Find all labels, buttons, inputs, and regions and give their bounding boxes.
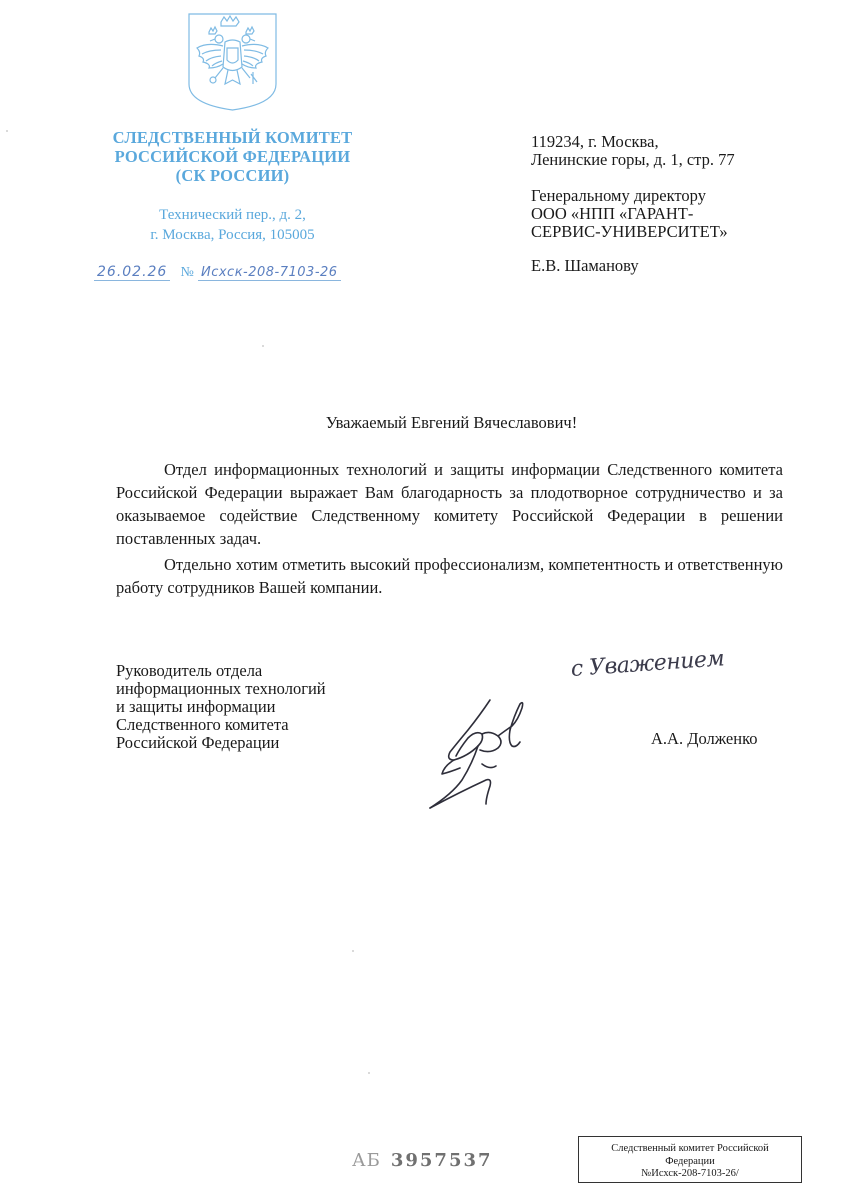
salutation: Уважаемый Евгений Вячеславович!: [325, 413, 578, 432]
letter-paragraph-1: Отдел информационных технологий и защиты информации Следственного комитета Российской Федерации выражает Вам благодарность за плодотворное сотрудничество и за оказываемое содействие Следственному комитету Российской Федерации в решении поставленных задач.: [116, 460, 783, 548]
registration-line: [94, 264, 341, 281]
signer-position-line4: Следственного комитета: [116, 715, 289, 734]
recipient-address-line2: Ленинские горы, д. 1, стр. 77: [531, 150, 735, 169]
letter-paragraph-2: Отдельно хотим отметить высокий профессионализм, компетентность и ответственную работу сотрудников Вашей компании.: [116, 555, 783, 597]
handwritten-signature: [420, 690, 550, 815]
signer-position-line2: информационных технологий: [116, 679, 326, 698]
scan-speck: [262, 345, 264, 347]
signer-position-line1: Руководитель отдела: [116, 661, 263, 680]
organization-name-line2: РОССИЙСКОЙ ФЕДЕРАЦИИ: [114, 147, 351, 166]
recipient-block: [531, 133, 831, 275]
signer-name: А.А. Долженко: [651, 729, 758, 748]
signer-position-line5: Российской Федерации: [116, 733, 280, 752]
organization-name-line3: (СК РОССИИ): [175, 166, 290, 185]
recipient-name: Е.В. Шаманову: [531, 256, 639, 275]
handwritten-courtesy: с Уважением: [570, 646, 725, 682]
recipient-title-line3: СЕРВИС-УНИВЕРСИТЕТ»: [531, 222, 728, 241]
recipient-title-line2: ООО «НПП «ГАРАНТ-: [531, 204, 694, 223]
registration-date: 26.02.26: [94, 264, 170, 281]
organization-name: [84, 128, 381, 185]
recipient-address-line1: 119234, г. Москва,: [531, 132, 659, 151]
organization-address: [84, 205, 381, 245]
registration-number: Исхск-208-7103-26: [198, 265, 341, 281]
stamp-line1: Следственный комитет Российской: [611, 1143, 769, 1154]
form-series: АБ: [352, 1150, 381, 1171]
state-emblem-icon: [187, 12, 278, 112]
registration-number-sign: №: [180, 265, 194, 280]
stamp-line3: №Исхск-208-7103-26/: [641, 1168, 739, 1179]
scan-speck: [368, 1072, 370, 1074]
organization-address-line2: г. Москва, Россия, 105005: [150, 227, 315, 243]
form-serial: [352, 1150, 493, 1171]
signer-position: [116, 662, 416, 752]
scan-speck: [352, 950, 354, 952]
registration-stamp: [578, 1136, 802, 1183]
recipient-title-line1: Генеральному директору: [531, 186, 706, 205]
organization-name-line1: СЛЕДСТВЕННЫЙ КОМИТЕТ: [112, 128, 353, 147]
organization-address-line1: Технический пер., д. 2,: [159, 207, 306, 223]
signer-position-line3: и защиты информации: [116, 697, 276, 716]
letter-body: [116, 458, 783, 599]
stamp-line2: Федерации: [665, 1155, 715, 1167]
scan-speck: [6, 130, 8, 132]
form-number: 3957537: [390, 1150, 493, 1171]
